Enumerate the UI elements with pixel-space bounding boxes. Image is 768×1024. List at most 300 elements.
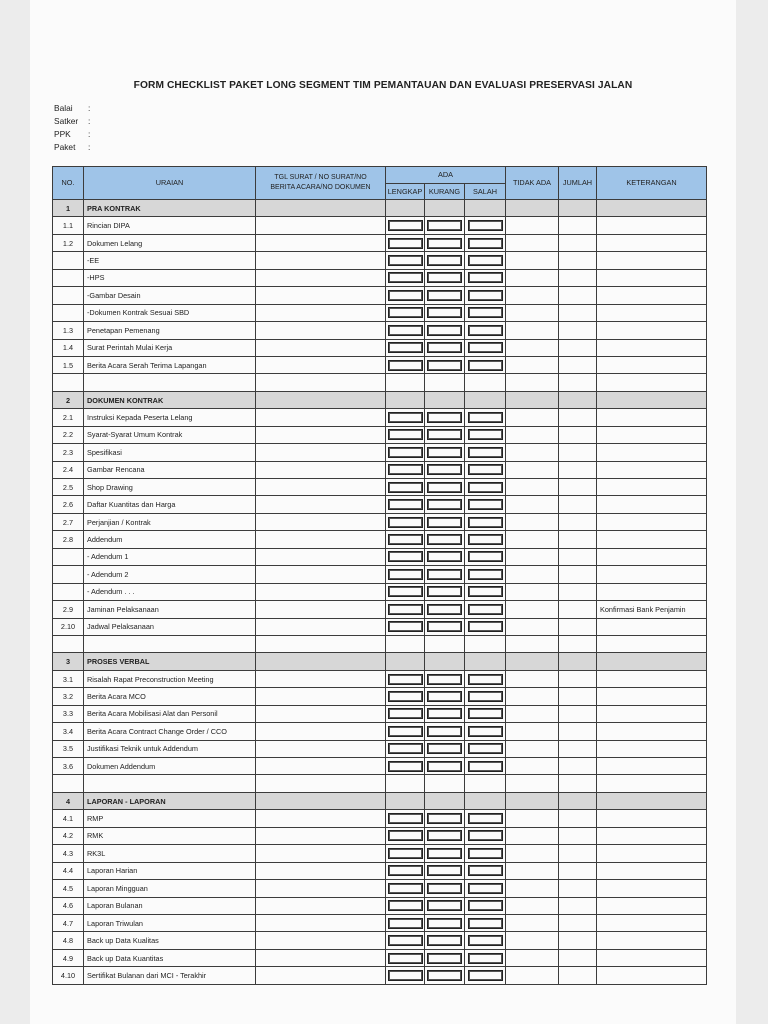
kurang-checkbox[interactable]: [427, 447, 462, 458]
tgl-surat-cell[interactable]: [256, 374, 386, 391]
salah-checkbox[interactable]: [468, 743, 503, 754]
tidak-ada-cell[interactable]: [506, 827, 559, 844]
salah-cell[interactable]: [465, 356, 506, 373]
keterangan-cell[interactable]: [597, 217, 707, 234]
keterangan-cell[interactable]: [597, 967, 707, 984]
tidak-ada-cell[interactable]: [506, 758, 559, 775]
jumlah-cell[interactable]: [559, 304, 597, 321]
salah-checkbox[interactable]: [468, 604, 503, 615]
tidak-ada-cell[interactable]: [506, 496, 559, 513]
salah-checkbox[interactable]: [468, 307, 503, 318]
kurang-checkbox[interactable]: [427, 220, 462, 231]
tidak-ada-cell[interactable]: [506, 705, 559, 722]
tidak-ada-cell[interactable]: [506, 932, 559, 949]
salah-cell[interactable]: [465, 409, 506, 426]
salah-cell[interactable]: [465, 618, 506, 635]
salah-checkbox[interactable]: [468, 412, 503, 423]
salah-checkbox[interactable]: [468, 429, 503, 440]
jumlah-cell[interactable]: [559, 287, 597, 304]
lengkap-checkbox[interactable]: [388, 586, 423, 597]
salah-checkbox[interactable]: [468, 360, 503, 371]
keterangan-cell[interactable]: [597, 949, 707, 966]
jumlah-cell[interactable]: [559, 949, 597, 966]
lengkap-cell[interactable]: [386, 845, 425, 862]
tgl-surat-cell[interactable]: [256, 688, 386, 705]
lengkap-cell[interactable]: [386, 880, 425, 897]
jumlah-cell[interactable]: [559, 513, 597, 530]
tidak-ada-cell[interactable]: [506, 391, 559, 408]
kurang-checkbox[interactable]: [427, 900, 462, 911]
salah-cell[interactable]: [465, 880, 506, 897]
keterangan-cell[interactable]: [597, 792, 707, 809]
salah-checkbox[interactable]: [468, 290, 503, 301]
tidak-ada-cell[interactable]: [506, 479, 559, 496]
kurang-cell[interactable]: [425, 601, 465, 618]
lengkap-cell[interactable]: [386, 914, 425, 931]
salah-cell[interactable]: [465, 845, 506, 862]
tidak-ada-cell[interactable]: [506, 653, 559, 670]
kurang-cell[interactable]: [425, 234, 465, 251]
lengkap-checkbox[interactable]: [388, 325, 423, 336]
lengkap-cell[interactable]: [386, 601, 425, 618]
kurang-checkbox[interactable]: [427, 360, 462, 371]
lengkap-checkbox[interactable]: [388, 848, 423, 859]
salah-checkbox[interactable]: [468, 761, 503, 772]
jumlah-cell[interactable]: [559, 758, 597, 775]
tidak-ada-cell[interactable]: [506, 967, 559, 984]
tidak-ada-cell[interactable]: [506, 339, 559, 356]
tgl-surat-cell[interactable]: [256, 618, 386, 635]
tgl-surat-cell[interactable]: [256, 862, 386, 879]
jumlah-cell[interactable]: [559, 688, 597, 705]
lengkap-cell[interactable]: [386, 862, 425, 879]
lengkap-checkbox[interactable]: [388, 726, 423, 737]
lengkap-cell[interactable]: [386, 496, 425, 513]
lengkap-cell[interactable]: [386, 897, 425, 914]
tgl-surat-cell[interactable]: [256, 496, 386, 513]
kurang-checkbox[interactable]: [427, 813, 462, 824]
lengkap-checkbox[interactable]: [388, 429, 423, 440]
kurang-cell[interactable]: [425, 914, 465, 931]
salah-checkbox[interactable]: [468, 970, 503, 981]
lengkap-checkbox[interactable]: [388, 883, 423, 894]
lengkap-checkbox[interactable]: [388, 621, 423, 632]
tgl-surat-cell[interactable]: [256, 967, 386, 984]
tidak-ada-cell[interactable]: [506, 426, 559, 443]
salah-checkbox[interactable]: [468, 848, 503, 859]
tgl-surat-cell[interactable]: [256, 653, 386, 670]
keterangan-cell[interactable]: [597, 548, 707, 565]
kurang-cell[interactable]: [425, 531, 465, 548]
salah-cell[interactable]: [465, 269, 506, 286]
kurang-cell[interactable]: [425, 618, 465, 635]
kurang-checkbox[interactable]: [427, 429, 462, 440]
tidak-ada-cell[interactable]: [506, 601, 559, 618]
tidak-ada-cell[interactable]: [506, 775, 559, 792]
tgl-surat-cell[interactable]: [256, 810, 386, 827]
jumlah-cell[interactable]: [559, 583, 597, 600]
keterangan-cell[interactable]: [597, 670, 707, 687]
kurang-checkbox[interactable]: [427, 238, 462, 249]
lengkap-checkbox[interactable]: [388, 708, 423, 719]
tgl-surat-cell[interactable]: [256, 548, 386, 565]
lengkap-cell[interactable]: [386, 548, 425, 565]
kurang-cell[interactable]: [425, 723, 465, 740]
kurang-checkbox[interactable]: [427, 534, 462, 545]
lengkap-cell[interactable]: [386, 513, 425, 530]
kurang-checkbox[interactable]: [427, 621, 462, 632]
tgl-surat-cell[interactable]: [256, 339, 386, 356]
keterangan-cell[interactable]: [597, 339, 707, 356]
tgl-surat-cell[interactable]: [256, 601, 386, 618]
lengkap-checkbox[interactable]: [388, 517, 423, 528]
lengkap-checkbox[interactable]: [388, 813, 423, 824]
lengkap-cell[interactable]: [386, 531, 425, 548]
tgl-surat-cell[interactable]: [256, 200, 386, 217]
kurang-cell[interactable]: [425, 461, 465, 478]
lengkap-cell[interactable]: [386, 566, 425, 583]
kurang-checkbox[interactable]: [427, 674, 462, 685]
tidak-ada-cell[interactable]: [506, 914, 559, 931]
tgl-surat-cell[interactable]: [256, 635, 386, 652]
kurang-checkbox[interactable]: [427, 586, 462, 597]
lengkap-checkbox[interactable]: [388, 482, 423, 493]
jumlah-cell[interactable]: [559, 723, 597, 740]
kurang-checkbox[interactable]: [427, 691, 462, 702]
lengkap-cell[interactable]: [386, 705, 425, 722]
lengkap-cell[interactable]: [386, 618, 425, 635]
lengkap-cell[interactable]: [386, 932, 425, 949]
lengkap-cell[interactable]: [386, 356, 425, 373]
lengkap-checkbox[interactable]: [388, 569, 423, 580]
jumlah-cell[interactable]: [559, 740, 597, 757]
salah-cell[interactable]: [465, 949, 506, 966]
keterangan-cell[interactable]: [597, 374, 707, 391]
jumlah-cell[interactable]: [559, 862, 597, 879]
tidak-ada-cell[interactable]: [506, 444, 559, 461]
lengkap-checkbox[interactable]: [388, 691, 423, 702]
salah-checkbox[interactable]: [468, 342, 503, 353]
lengkap-cell[interactable]: [386, 670, 425, 687]
kurang-cell[interactable]: [425, 444, 465, 461]
kurang-checkbox[interactable]: [427, 551, 462, 562]
kurang-cell[interactable]: [425, 548, 465, 565]
kurang-checkbox[interactable]: [427, 499, 462, 510]
salah-cell[interactable]: [465, 566, 506, 583]
lengkap-cell[interactable]: [386, 810, 425, 827]
tgl-surat-cell[interactable]: [256, 356, 386, 373]
jumlah-cell[interactable]: [559, 810, 597, 827]
jumlah-cell[interactable]: [559, 409, 597, 426]
keterangan-cell[interactable]: [597, 688, 707, 705]
tidak-ada-cell[interactable]: [506, 287, 559, 304]
kurang-checkbox[interactable]: [427, 482, 462, 493]
jumlah-cell[interactable]: [559, 914, 597, 931]
kurang-cell[interactable]: [425, 758, 465, 775]
kurang-cell[interactable]: [425, 409, 465, 426]
salah-checkbox[interactable]: [468, 691, 503, 702]
tgl-surat-cell[interactable]: [256, 897, 386, 914]
salah-checkbox[interactable]: [468, 935, 503, 946]
salah-cell[interactable]: [465, 304, 506, 321]
salah-cell[interactable]: [465, 601, 506, 618]
kurang-checkbox[interactable]: [427, 883, 462, 894]
kurang-checkbox[interactable]: [427, 970, 462, 981]
kurang-checkbox[interactable]: [427, 743, 462, 754]
tidak-ada-cell[interactable]: [506, 252, 559, 269]
salah-cell[interactable]: [465, 252, 506, 269]
salah-checkbox[interactable]: [468, 238, 503, 249]
kurang-checkbox[interactable]: [427, 342, 462, 353]
jumlah-cell[interactable]: [559, 461, 597, 478]
tidak-ada-cell[interactable]: [506, 566, 559, 583]
kurang-cell[interactable]: [425, 566, 465, 583]
keterangan-cell[interactable]: [597, 356, 707, 373]
keterangan-cell[interactable]: [597, 932, 707, 949]
tidak-ada-cell[interactable]: [506, 200, 559, 217]
tidak-ada-cell[interactable]: [506, 322, 559, 339]
lengkap-checkbox[interactable]: [388, 412, 423, 423]
tidak-ada-cell[interactable]: [506, 269, 559, 286]
kurang-checkbox[interactable]: [427, 272, 462, 283]
lengkap-cell[interactable]: [386, 217, 425, 234]
salah-cell[interactable]: [465, 932, 506, 949]
salah-checkbox[interactable]: [468, 569, 503, 580]
salah-checkbox[interactable]: [468, 865, 503, 876]
tgl-surat-cell[interactable]: [256, 566, 386, 583]
lengkap-cell[interactable]: [386, 409, 425, 426]
jumlah-cell[interactable]: [559, 217, 597, 234]
salah-cell[interactable]: [465, 444, 506, 461]
lengkap-cell[interactable]: [386, 583, 425, 600]
keterangan-cell[interactable]: [597, 635, 707, 652]
kurang-cell[interactable]: [425, 513, 465, 530]
keterangan-cell[interactable]: [597, 426, 707, 443]
salah-checkbox[interactable]: [468, 517, 503, 528]
tgl-surat-cell[interactable]: [256, 758, 386, 775]
kurang-checkbox[interactable]: [427, 517, 462, 528]
lengkap-checkbox[interactable]: [388, 447, 423, 458]
kurang-cell[interactable]: [425, 688, 465, 705]
salah-checkbox[interactable]: [468, 813, 503, 824]
jumlah-cell[interactable]: [559, 339, 597, 356]
keterangan-cell[interactable]: [597, 252, 707, 269]
keterangan-cell[interactable]: [597, 705, 707, 722]
kurang-checkbox[interactable]: [427, 848, 462, 859]
kurang-cell[interactable]: [425, 339, 465, 356]
keterangan-cell[interactable]: [597, 740, 707, 757]
kurang-checkbox[interactable]: [427, 464, 462, 475]
jumlah-cell[interactable]: [559, 548, 597, 565]
kurang-cell[interactable]: [425, 496, 465, 513]
tidak-ada-cell[interactable]: [506, 845, 559, 862]
jumlah-cell[interactable]: [559, 653, 597, 670]
salah-checkbox[interactable]: [468, 534, 503, 545]
kurang-checkbox[interactable]: [427, 830, 462, 841]
tidak-ada-cell[interactable]: [506, 740, 559, 757]
keterangan-cell[interactable]: [597, 200, 707, 217]
keterangan-cell[interactable]: [597, 513, 707, 530]
tidak-ada-cell[interactable]: [506, 810, 559, 827]
kurang-checkbox[interactable]: [427, 325, 462, 336]
kurang-cell[interactable]: [425, 740, 465, 757]
keterangan-cell[interactable]: [597, 845, 707, 862]
kurang-cell[interactable]: [425, 356, 465, 373]
lengkap-cell[interactable]: [386, 479, 425, 496]
kurang-checkbox[interactable]: [427, 708, 462, 719]
salah-checkbox[interactable]: [468, 621, 503, 632]
jumlah-cell[interactable]: [559, 496, 597, 513]
salah-checkbox[interactable]: [468, 255, 503, 266]
jumlah-cell[interactable]: [559, 635, 597, 652]
salah-checkbox[interactable]: [468, 551, 503, 562]
kurang-checkbox[interactable]: [427, 604, 462, 615]
keterangan-cell[interactable]: Konfirmasi Bank Penjamin: [597, 601, 707, 618]
salah-cell[interactable]: [465, 897, 506, 914]
tgl-surat-cell[interactable]: [256, 479, 386, 496]
salah-cell[interactable]: [465, 914, 506, 931]
tidak-ada-cell[interactable]: [506, 356, 559, 373]
keterangan-cell[interactable]: [597, 234, 707, 251]
lengkap-checkbox[interactable]: [388, 464, 423, 475]
kurang-cell[interactable]: [425, 705, 465, 722]
salah-checkbox[interactable]: [468, 220, 503, 231]
jumlah-cell[interactable]: [559, 705, 597, 722]
tidak-ada-cell[interactable]: [506, 792, 559, 809]
kurang-checkbox[interactable]: [427, 412, 462, 423]
keterangan-cell[interactable]: [597, 566, 707, 583]
lengkap-checkbox[interactable]: [388, 551, 423, 562]
lengkap-checkbox[interactable]: [388, 499, 423, 510]
lengkap-checkbox[interactable]: [388, 534, 423, 545]
lengkap-cell[interactable]: [386, 339, 425, 356]
salah-checkbox[interactable]: [468, 674, 503, 685]
jumlah-cell[interactable]: [559, 234, 597, 251]
keterangan-cell[interactable]: [597, 391, 707, 408]
tidak-ada-cell[interactable]: [506, 688, 559, 705]
lengkap-cell[interactable]: [386, 444, 425, 461]
kurang-cell[interactable]: [425, 217, 465, 234]
tidak-ada-cell[interactable]: [506, 897, 559, 914]
keterangan-cell[interactable]: [597, 880, 707, 897]
tidak-ada-cell[interactable]: [506, 461, 559, 478]
salah-cell[interactable]: [465, 740, 506, 757]
keterangan-cell[interactable]: [597, 304, 707, 321]
lengkap-checkbox[interactable]: [388, 970, 423, 981]
keterangan-cell[interactable]: [597, 444, 707, 461]
tidak-ada-cell[interactable]: [506, 409, 559, 426]
jumlah-cell[interactable]: [559, 601, 597, 618]
lengkap-cell[interactable]: [386, 461, 425, 478]
jumlah-cell[interactable]: [559, 531, 597, 548]
salah-checkbox[interactable]: [468, 883, 503, 894]
keterangan-cell[interactable]: [597, 827, 707, 844]
salah-cell[interactable]: [465, 426, 506, 443]
salah-cell[interactable]: [465, 810, 506, 827]
kurang-checkbox[interactable]: [427, 918, 462, 929]
jumlah-cell[interactable]: [559, 566, 597, 583]
salah-checkbox[interactable]: [468, 726, 503, 737]
tidak-ada-cell[interactable]: [506, 583, 559, 600]
kurang-checkbox[interactable]: [427, 953, 462, 964]
tgl-surat-cell[interactable]: [256, 322, 386, 339]
jumlah-cell[interactable]: [559, 444, 597, 461]
salah-cell[interactable]: [465, 827, 506, 844]
jumlah-cell[interactable]: [559, 845, 597, 862]
lengkap-checkbox[interactable]: [388, 307, 423, 318]
tgl-surat-cell[interactable]: [256, 845, 386, 862]
tgl-surat-cell[interactable]: [256, 723, 386, 740]
tidak-ada-cell[interactable]: [506, 304, 559, 321]
tidak-ada-cell[interactable]: [506, 548, 559, 565]
lengkap-checkbox[interactable]: [388, 900, 423, 911]
keterangan-cell[interactable]: [597, 775, 707, 792]
kurang-cell[interactable]: [425, 949, 465, 966]
lengkap-cell[interactable]: [386, 688, 425, 705]
tgl-surat-cell[interactable]: [256, 583, 386, 600]
keterangan-cell[interactable]: [597, 758, 707, 775]
tgl-surat-cell[interactable]: [256, 304, 386, 321]
kurang-cell[interactable]: [425, 827, 465, 844]
salah-cell[interactable]: [465, 967, 506, 984]
tgl-surat-cell[interactable]: [256, 252, 386, 269]
salah-cell[interactable]: [465, 513, 506, 530]
lengkap-checkbox[interactable]: [388, 918, 423, 929]
salah-cell[interactable]: [465, 670, 506, 687]
kurang-checkbox[interactable]: [427, 935, 462, 946]
lengkap-checkbox[interactable]: [388, 238, 423, 249]
tgl-surat-cell[interactable]: [256, 932, 386, 949]
tidak-ada-cell[interactable]: [506, 217, 559, 234]
lengkap-checkbox[interactable]: [388, 743, 423, 754]
kurang-cell[interactable]: [425, 252, 465, 269]
tgl-surat-cell[interactable]: [256, 426, 386, 443]
kurang-cell[interactable]: [425, 426, 465, 443]
salah-checkbox[interactable]: [468, 918, 503, 929]
jumlah-cell[interactable]: [559, 391, 597, 408]
keterangan-cell[interactable]: [597, 897, 707, 914]
salah-checkbox[interactable]: [468, 953, 503, 964]
jumlah-cell[interactable]: [559, 252, 597, 269]
lengkap-cell[interactable]: [386, 322, 425, 339]
tgl-surat-cell[interactable]: [256, 444, 386, 461]
kurang-cell[interactable]: [425, 967, 465, 984]
salah-cell[interactable]: [465, 723, 506, 740]
tgl-surat-cell[interactable]: [256, 269, 386, 286]
tidak-ada-cell[interactable]: [506, 670, 559, 687]
lengkap-checkbox[interactable]: [388, 220, 423, 231]
tgl-surat-cell[interactable]: [256, 827, 386, 844]
jumlah-cell[interactable]: [559, 374, 597, 391]
salah-cell[interactable]: [465, 461, 506, 478]
tidak-ada-cell[interactable]: [506, 513, 559, 530]
kurang-cell[interactable]: [425, 897, 465, 914]
kurang-cell[interactable]: [425, 269, 465, 286]
keterangan-cell[interactable]: [597, 496, 707, 513]
jumlah-cell[interactable]: [559, 967, 597, 984]
keterangan-cell[interactable]: [597, 653, 707, 670]
salah-checkbox[interactable]: [468, 586, 503, 597]
kurang-cell[interactable]: [425, 845, 465, 862]
kurang-cell[interactable]: [425, 670, 465, 687]
lengkap-checkbox[interactable]: [388, 342, 423, 353]
keterangan-cell[interactable]: [597, 269, 707, 286]
salah-cell[interactable]: [465, 583, 506, 600]
tidak-ada-cell[interactable]: [506, 531, 559, 548]
kurang-cell[interactable]: [425, 322, 465, 339]
salah-cell[interactable]: [465, 339, 506, 356]
lengkap-cell[interactable]: [386, 967, 425, 984]
